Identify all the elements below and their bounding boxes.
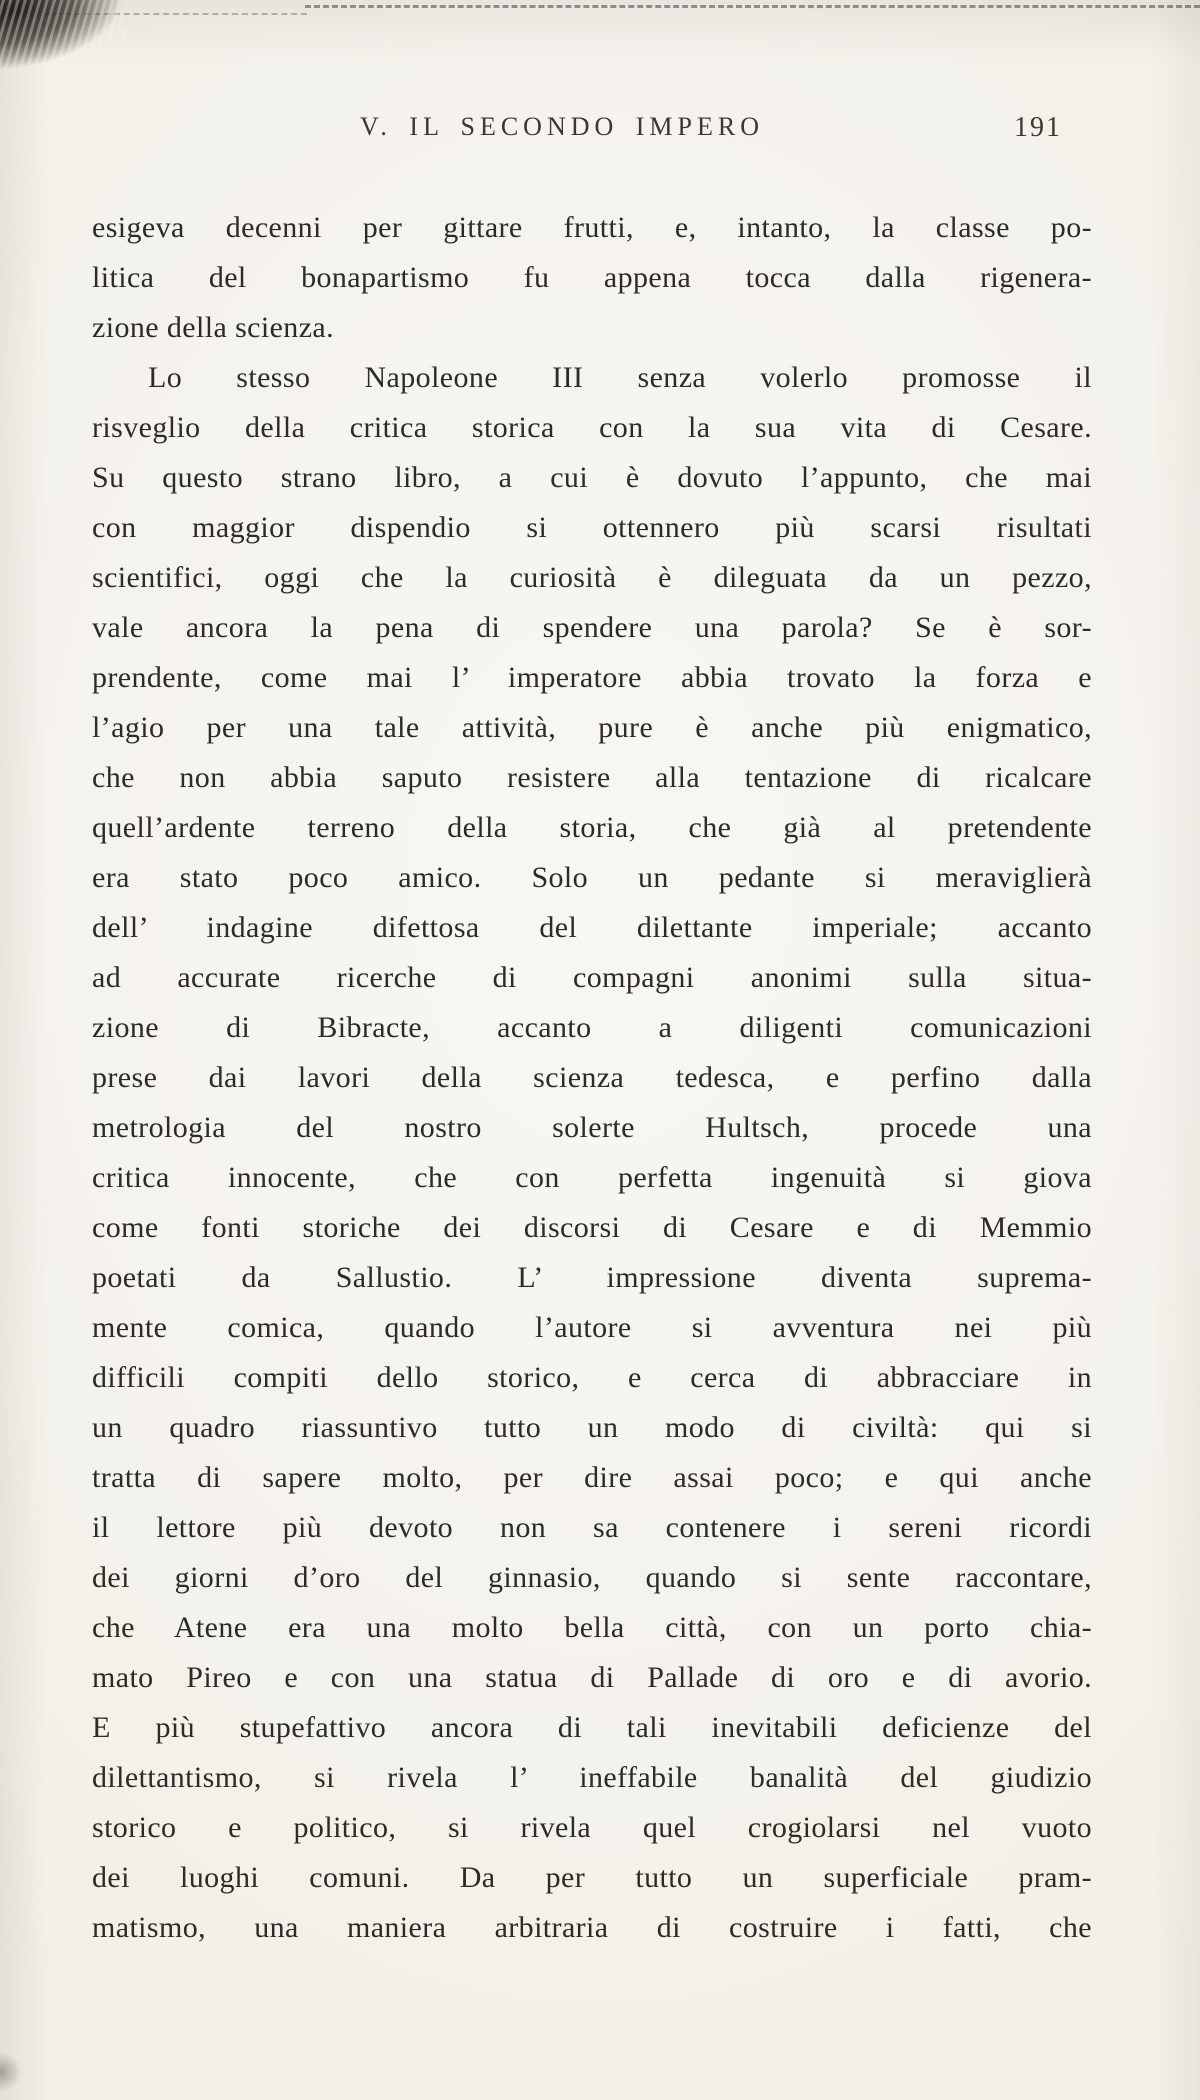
text-line: zione della scienza. (92, 311, 335, 344)
text-line: dei giorni d’oro del ginnasio, quando si sente raccontare, (92, 1561, 1092, 1594)
text-line: prese dai lavori della scienza tedesca, e perfino dalla (92, 1061, 1092, 1094)
text-line: esigeva decenni per gittare frutti, e, intanto, la classe po- (92, 211, 1092, 244)
text-line: metrologia del nostro solerte Hultsch, procede una (92, 1111, 1092, 1144)
text-line: critica innocente, che con perfetta ingenuità si giova (92, 1161, 1092, 1194)
text-line: litica del bonapartismo fu appena tocca dalla rigenera- (92, 261, 1092, 294)
text-line: storico e politico, si rivela quel crogiolarsi nel vuoto (92, 1811, 1092, 1844)
scan-smudge-top-left (0, 0, 130, 73)
text-line: tratta di sapere molto, per dire assai poco; e qui anche (92, 1461, 1092, 1494)
text-line: il lettore più devoto non sa contenere i sereni ricordi (92, 1511, 1092, 1544)
text-line: ad accurate ricerche di compagni anonimi sulla situa- (92, 961, 1092, 994)
text-line: risveglio della critica storica con la sua vita di Cesare. (92, 411, 1092, 444)
text-line: prendente, come mai l’ imperatore abbia trovato la forza e (92, 661, 1092, 694)
scan-smudge-bottom-left (0, 2052, 22, 2092)
text-line: poetati da Sallustio. L’ impressione diventa suprema- (92, 1261, 1092, 1294)
text-line: dei luoghi comuni. Da per tutto un superficiale pram- (92, 1861, 1092, 1894)
text-line: con maggior dispendio si ottennero più scarsi risultati (92, 511, 1092, 544)
text-line: mato Pireo e con una statua di Pallade di oro e di avorio. (92, 1661, 1092, 1694)
text-line: era stato poco amico. Solo un pedante si meraviglierà (92, 861, 1092, 894)
text-line: difficili compiti dello storico, e cerca di abbracciare in (92, 1361, 1092, 1394)
scan-edge-dashed-line (305, 5, 1200, 8)
text-line: l’agio per una tale attività, pure è anche più enigmatico, (92, 711, 1092, 744)
text-line: mente comica, quando l’autore si avventura nei più (92, 1311, 1092, 1344)
chapter-title: V. IL SECONDO IMPERO (359, 112, 765, 141)
page-number: 191 (1014, 112, 1062, 143)
text-line: Lo stesso Napoleone III senza volerlo promosse il (148, 361, 1092, 394)
text-line: che Atene era una molto bella città, con un porto chia- (92, 1611, 1092, 1644)
text-line: un quadro riassuntivo tutto un modo di civiltà: qui si (92, 1411, 1092, 1444)
running-header (92, 112, 1092, 152)
text-line: dilettantismo, si rivela l’ ineffabile banalità del giudizio (92, 1761, 1092, 1794)
paragraph (92, 353, 1092, 1953)
text-line: vale ancora la pena di spendere una parola? Se è sor- (92, 611, 1092, 644)
text-line: matismo, una maniera arbitraria di costruire i fatti, che (92, 1911, 1092, 1944)
text-line: come fonti storiche dei discorsi di Cesare e di Memmio (92, 1211, 1092, 1244)
text-line: E più stupefattivo ancora di tali inevitabili deficienze del (92, 1711, 1092, 1744)
text-line: che non abbia saputo resistere alla tentazione di ricalcare (92, 761, 1092, 794)
text-line: dell’ indagine difettosa del dilettante imperiale; accanto (92, 911, 1092, 944)
body-text (92, 203, 1092, 1953)
text-line: quell’ardente terreno della storia, che già al pretendente (92, 811, 1092, 844)
text-line: zione di Bibracte, accanto a diligenti comunicazioni (92, 1011, 1092, 1044)
paragraph (92, 203, 1092, 353)
text-line: scientifici, oggi che la curiosità è dileguata da un pezzo, (92, 561, 1092, 594)
text-line: Su questo strano libro, a cui è dovuto l’appunto, che mai (92, 461, 1092, 494)
